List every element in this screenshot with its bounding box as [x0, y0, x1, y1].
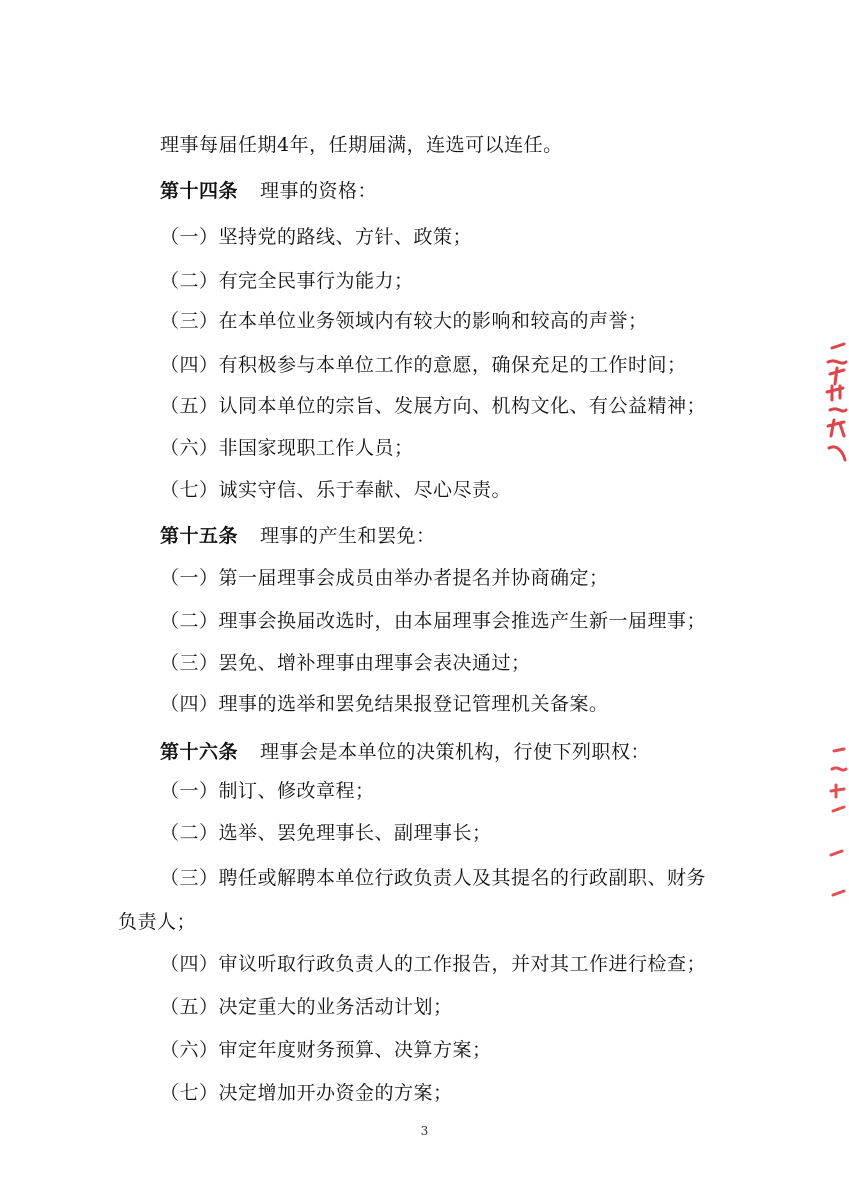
- list-item: （四）有积极参与本单位工作的意愿，确保充足的工作时间；: [160, 354, 687, 376]
- article-heading: [160, 740, 650, 764]
- article-label: 第十六条: [160, 741, 239, 763]
- list-item: （四）审议听取行政负责人的工作报告，并对其工作进行检查；: [160, 953, 707, 975]
- article-label: 第十五条: [160, 525, 239, 547]
- list-item: （一）第一届理事会成员由举办者提名并协商确定；: [160, 567, 609, 589]
- article-label: 第十四条: [160, 180, 239, 202]
- list-item: （三）聘任或解聘本单位行政负责人及其提名的行政副职、财务: [160, 867, 707, 889]
- seal-stamp-fragment-icon: [818, 340, 849, 470]
- list-item: （六）非国家现职工作人员；: [160, 437, 414, 459]
- list-item-continuation: 负责人；: [118, 911, 197, 933]
- list-item: （六）审定年度财务预算、决算方案；: [160, 1039, 492, 1061]
- body-line: 理事每届任期4年，任期届满，连选可以连任。: [160, 134, 563, 156]
- article-title: 理事的资格：: [260, 180, 378, 202]
- list-item: （五）认同本单位的宗旨、发展方向、机构文化、有公益精神；: [160, 395, 707, 417]
- list-item: （五）决定重大的业务活动计划；: [160, 996, 453, 1018]
- article-heading: [160, 179, 377, 203]
- list-item: （一）坚持党的路线、方针、政策；: [160, 226, 473, 248]
- list-item: （二）选举、罢免理事长、副理事长；: [160, 822, 492, 844]
- list-item: （二）理事会换届改选时，由本届理事会推选产生新一届理事；: [160, 610, 707, 632]
- list-item: （三）罢免、增补理事由理事会表决通过；: [160, 652, 531, 674]
- article-heading: [160, 524, 436, 548]
- page-number: 3: [420, 1124, 429, 1138]
- list-item: （七）诚实守信、乐于奉献、尽心尽责。: [160, 479, 512, 501]
- article-title: 理事会是本单位的决策机构，行使下列职权：: [260, 741, 651, 763]
- list-item: （三）在本单位业务领域内有较大的影响和较高的声誉；: [160, 310, 648, 332]
- seal-stamp-fragment-icon: [822, 745, 849, 915]
- list-item: （七）决定增加开办资金的方案；: [160, 1082, 453, 1104]
- list-item: （四）理事的选举和罢免结果报登记管理机关备案。: [160, 693, 609, 715]
- list-item: （一）制订、修改章程；: [160, 780, 375, 802]
- article-title: 理事的产生和罢免：: [260, 525, 436, 547]
- list-item: （二）有完全民事行为能力；: [160, 270, 414, 292]
